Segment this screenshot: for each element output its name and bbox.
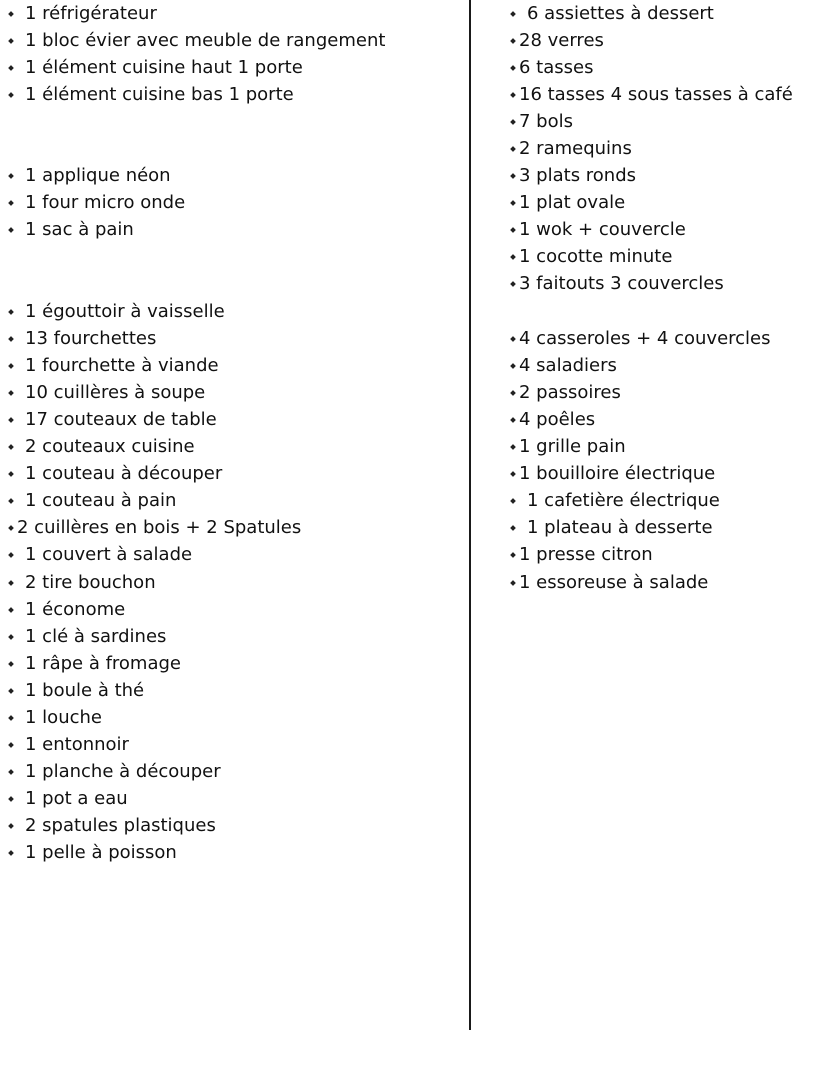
list-item: [510, 81, 820, 108]
item-text: 28 verres: [519, 29, 604, 51]
bullet-icon: [510, 363, 516, 369]
bullet-icon: [510, 553, 516, 559]
item-text: 1 planche à découper: [25, 761, 221, 783]
item-text: 1 plateau à desserte: [527, 517, 713, 539]
item-text: 4 saladiers: [519, 354, 617, 376]
bullet-icon: [510, 471, 516, 477]
item-text: 1 couteau à pain: [25, 490, 177, 512]
item-text: 1 cocotte minute: [519, 246, 673, 268]
bullet-icon: [8, 390, 14, 396]
bullet-icon: [8, 309, 14, 315]
list-item: [8, 786, 463, 813]
list-item: [8, 542, 463, 569]
item-text: 1 bloc évier avec meuble de rangement: [25, 29, 386, 51]
list-item: [8, 81, 463, 108]
list-item: [510, 217, 820, 244]
list-item: [8, 840, 463, 867]
column-divider: [469, 0, 471, 1030]
bullet-icon: [510, 417, 516, 423]
item-text: 2 spatules plastiques: [25, 815, 216, 837]
list-item: [8, 488, 463, 515]
list-item: [8, 298, 463, 325]
list-item: [510, 135, 820, 162]
list-item: [510, 0, 820, 27]
item-text: 17 couteaux de table: [25, 408, 217, 430]
bullet-icon: [510, 38, 516, 44]
bullet-icon: [8, 498, 14, 504]
bullet-icon: [8, 336, 14, 342]
bullet-icon: [510, 200, 516, 206]
item-text: 6 tasses: [519, 56, 594, 78]
item-text: 1 élément cuisine bas 1 porte: [25, 83, 294, 105]
list-item: [8, 515, 463, 542]
bullet-icon: [8, 417, 14, 423]
list-item: [8, 650, 463, 677]
item-text: 1 couteau à découper: [25, 463, 223, 485]
bullet-icon: [8, 200, 14, 206]
list-item: [8, 406, 463, 433]
bullet-icon: [8, 742, 14, 748]
list-item: [510, 461, 820, 488]
list-item: [8, 569, 463, 596]
list-item: [8, 677, 463, 704]
item-text: 1 clé à sardines: [25, 625, 167, 647]
bullet-icon: [510, 390, 516, 396]
right-inventory-list: [510, 0, 820, 596]
bullet-icon: [8, 65, 14, 71]
item-text: 1 râpe à fromage: [25, 652, 181, 674]
bullet-icon: [8, 715, 14, 721]
bullet-icon: [510, 173, 516, 179]
item-text: 1 fourchette à viande: [25, 354, 219, 376]
list-item: [510, 54, 820, 81]
list-item: [510, 488, 820, 515]
bullet-icon: [8, 11, 14, 17]
item-text: 2 tire bouchon: [25, 571, 156, 593]
list-item: [510, 515, 820, 542]
list-item: [510, 569, 820, 596]
list-item: [510, 271, 820, 298]
bullet-icon: [8, 607, 14, 613]
bullet-icon: [8, 38, 14, 44]
bullet-icon: [510, 282, 516, 288]
list-item: [510, 406, 820, 433]
list-item: [8, 461, 463, 488]
item-text: 2 cuillères en bois + 2 Spatules: [17, 517, 302, 539]
list-item: [510, 542, 820, 569]
item-text: 6 assiettes à dessert: [527, 2, 714, 24]
list-item: [510, 244, 820, 271]
item-text: 1 bouilloire électrique: [519, 463, 716, 485]
list-item: [8, 0, 463, 27]
bullet-icon: [510, 525, 516, 531]
list-item: [8, 623, 463, 650]
item-text: 2 passoires: [519, 381, 621, 403]
item-text: 1 entonnoir: [25, 734, 129, 756]
bullet-icon: [510, 65, 516, 71]
list-item: [510, 163, 820, 190]
item-text: 3 faitouts 3 couvercles: [519, 273, 724, 295]
item-text: 1 économe: [25, 598, 126, 620]
list-item: [8, 352, 463, 379]
bullet-icon: [8, 661, 14, 667]
item-text: 1 wok + couvercle: [519, 219, 686, 241]
bullet-icon: [510, 146, 516, 152]
bullet-icon: [8, 580, 14, 586]
bullet-icon: [8, 173, 14, 179]
list-item: [510, 379, 820, 406]
bullet-icon: [8, 796, 14, 802]
list-item: [510, 434, 820, 461]
list-item: [8, 325, 463, 352]
list-item: [8, 596, 463, 623]
list-item: [8, 217, 463, 244]
bullet-icon: [510, 227, 516, 233]
item-text: 1 élément cuisine haut 1 porte: [25, 56, 303, 78]
list-item: [8, 732, 463, 759]
bullet-icon: [510, 119, 516, 125]
item-text: 1 pelle à poisson: [25, 842, 177, 864]
list-item: [8, 163, 463, 190]
bullet-icon: [8, 471, 14, 477]
item-text: 16 tasses 4 sous tasses à café: [519, 83, 793, 105]
list-item: [510, 352, 820, 379]
item-text: 1 sac à pain: [25, 219, 134, 241]
item-text: 2 couteaux cuisine: [25, 436, 195, 458]
bullet-icon: [8, 525, 14, 531]
item-text: 1 boule à thé: [25, 679, 145, 701]
item-text: 1 essoreuse à salade: [519, 571, 709, 593]
item-text: 1 pot a eau: [25, 788, 128, 810]
bullet-icon: [8, 92, 14, 98]
list-item: [8, 704, 463, 731]
bullet-icon: [8, 769, 14, 775]
item-text: 1 égouttoir à vaisselle: [25, 300, 225, 322]
list-item: [8, 379, 463, 406]
list-item: [510, 190, 820, 217]
item-text: 13 fourchettes: [25, 327, 157, 349]
list-item: [8, 190, 463, 217]
bullet-icon: [510, 580, 516, 586]
item-text: 4 poêles: [519, 408, 596, 430]
item-text: 10 cuillères à soupe: [25, 381, 206, 403]
bullet-icon: [510, 92, 516, 98]
list-item: [510, 27, 820, 54]
list-item: [8, 813, 463, 840]
item-text: 1 louche: [25, 706, 102, 728]
list-item: [8, 27, 463, 54]
item-text: 1 four micro onde: [25, 192, 186, 214]
bullet-icon: [510, 255, 516, 261]
bullet-icon: [510, 11, 516, 17]
bullet-icon: [510, 336, 516, 342]
item-text: 4 casseroles + 4 couvercles: [519, 327, 771, 349]
list-item: [510, 108, 820, 135]
bullet-icon: [8, 553, 14, 559]
list-item: [8, 54, 463, 81]
item-text: 2 ramequins: [519, 138, 632, 160]
bullet-icon: [8, 824, 14, 830]
bullet-icon: [8, 227, 14, 233]
bullet-icon: [510, 498, 516, 504]
item-text: 7 bols: [519, 110, 573, 132]
bullet-icon: [8, 688, 14, 694]
bullet-icon: [510, 444, 516, 450]
item-text: 1 réfrigérateur: [25, 2, 157, 24]
bullet-icon: [8, 634, 14, 640]
item-text: 1 cafetière électrique: [527, 490, 720, 512]
list-item: [8, 759, 463, 786]
bullet-icon: [8, 444, 14, 450]
list-item: [510, 325, 820, 352]
item-text: 1 presse citron: [519, 544, 653, 566]
item-text: 3 plats ronds: [519, 165, 637, 187]
left-inventory-list: [8, 0, 463, 867]
bullet-icon: [8, 363, 14, 369]
item-text: 1 applique néon: [25, 165, 171, 187]
bullet-icon: [8, 851, 14, 857]
item-text: 1 couvert à salade: [25, 544, 193, 566]
item-text: 1 plat ovale: [519, 192, 626, 214]
list-item: [8, 434, 463, 461]
item-text: 1 grille pain: [519, 436, 626, 458]
